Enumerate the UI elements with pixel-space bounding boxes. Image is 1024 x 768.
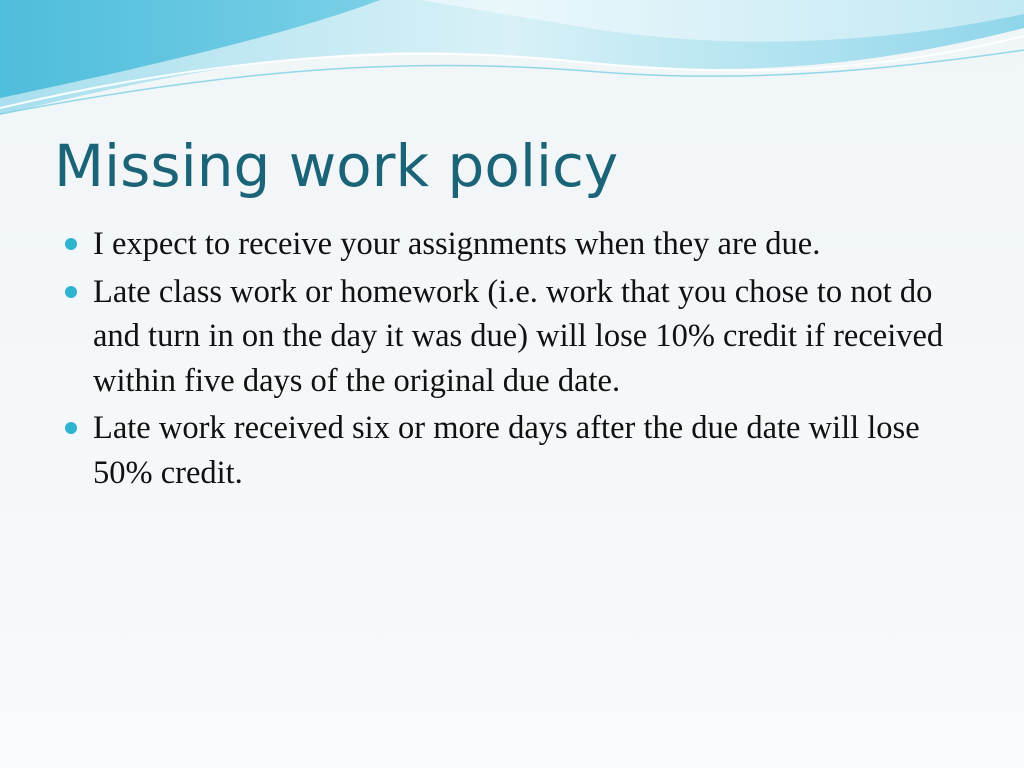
bullet-dot-icon [65,238,77,250]
bullet-item-2 [62,270,962,404]
bullet-item-1 [62,222,962,267]
bullet-dot-icon [65,422,77,434]
bullet-text-2: Late class work or homework (i.e. work that you chose to not do and turn in on the day it was due) will lose 10% credit if received within five days of the original due date. [93,273,944,399]
slide-title: Missing work policy [54,132,619,200]
bullet-dot-icon [65,286,77,298]
bullet-text-3: Late work received six or more days after the due date will lose 50% credit. [93,410,920,491]
bullet-list [62,222,962,498]
header-wave-decoration [0,0,1024,130]
bullet-item-3 [62,406,962,495]
bullet-text-1: I expect to receive your assignments when they are due. [93,226,821,262]
